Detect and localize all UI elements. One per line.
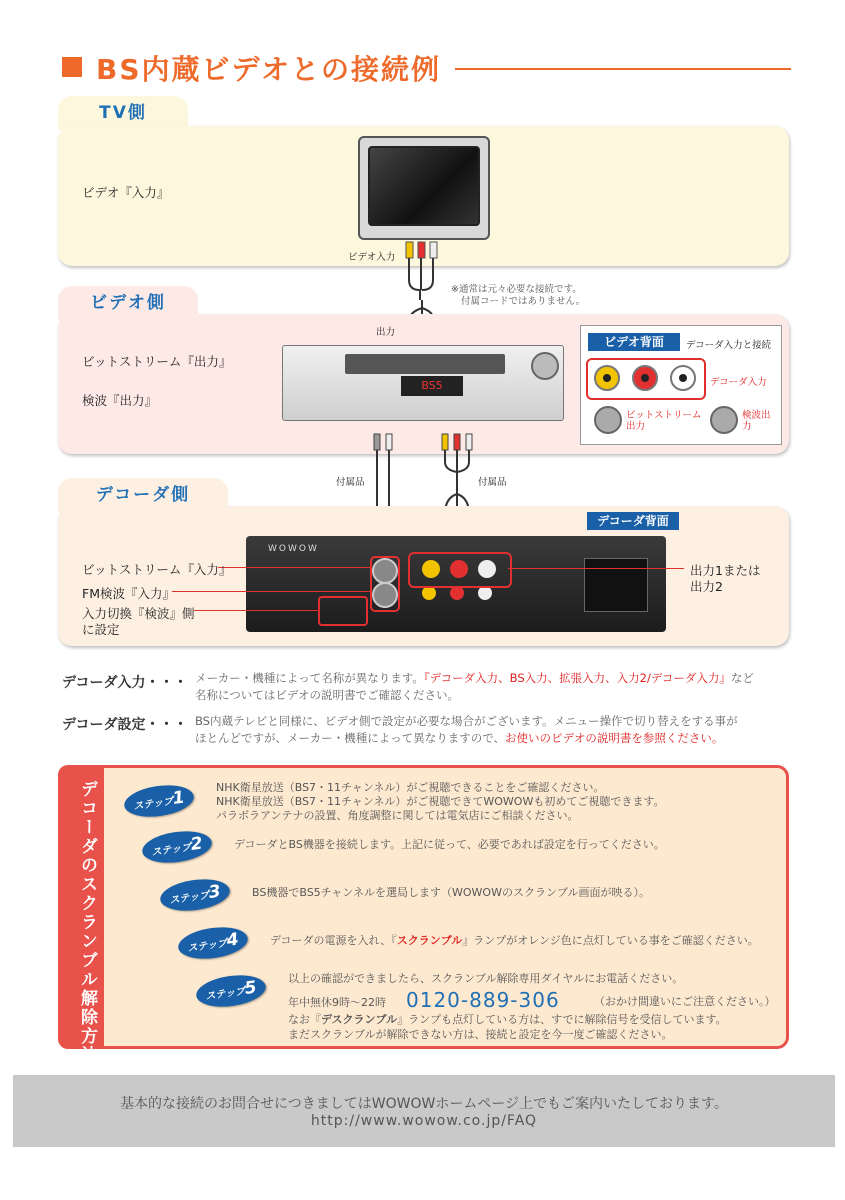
- leader-line: [218, 567, 370, 568]
- notes-setting-heading: デコーダ設定・・・: [62, 717, 188, 733]
- steps-side-title: デコーダのスクランブル解除方法: [77, 780, 97, 1065]
- step1-line2: NHK衛星放送（BS7・11チャンネル）がご視聴できてWOWOWも初めてご視聴できます。: [216, 795, 665, 808]
- video-rear-subtitle: デコーダ入力と接続: [686, 340, 772, 351]
- step5-hours: 年中無休9時～22時: [288, 996, 386, 1009]
- video-bitstream-label: ビットストリーム『出力』: [82, 354, 232, 369]
- video-rear-title: ビデオ背面: [588, 333, 680, 351]
- tv-note-line2: 付属コードではありません。: [461, 296, 586, 307]
- decoder-brand: WOWOW: [268, 544, 319, 554]
- tv-video-input-label: ビデオ『入力』: [82, 185, 170, 200]
- decoder-bitstream-in-label: ビットストリーム『入力』: [82, 562, 232, 577]
- video-detect-out-label: 検波出力: [742, 410, 771, 432]
- title-rule: [455, 68, 791, 70]
- step3-text: BS機器でBS5チャンネルを選局します（WOWOWのスクランブル画面が映る）。: [252, 886, 651, 899]
- decoder-output-line1: 出力1または: [690, 563, 761, 578]
- vcr-display: BS5: [401, 376, 463, 396]
- decoder-switch-highlight: [318, 596, 368, 626]
- video-detect-label: 検波『出力』: [82, 393, 158, 408]
- leader-line: [172, 591, 370, 592]
- tv-icon: [358, 136, 490, 240]
- decoder-tab: デコーダ側: [58, 478, 228, 512]
- page-title: BS内蔵ビデオとの接続例: [96, 53, 441, 86]
- footer-url[interactable]: http://www.wowow.co.jp/FAQ: [310, 1113, 538, 1129]
- video-out-label: 出力: [376, 327, 396, 338]
- title-square-icon: [62, 57, 82, 77]
- decoder-switch-line1: 入力切換『検波』側: [82, 606, 195, 621]
- step5-red-line: なお『デスクランブル』ランプも点灯している方は、すでに解除信号を受信しています。: [288, 1013, 727, 1026]
- video-bitstream-out-label: ビットストリーム出力: [626, 410, 702, 432]
- video-decoder-input-label: デコーダ入力: [710, 377, 767, 388]
- step1-line3: パラボラアンテナの設置、角度調整に関しては電気店にご相談ください。: [216, 809, 579, 822]
- bitstream-out-jack-icon: [594, 406, 622, 434]
- detect-out-jack-icon: [710, 406, 738, 434]
- step3-badge: ステップ3: [158, 875, 231, 914]
- step1-line1: NHK衛星放送（BS7・11チャンネル）がご視聴できることをご確認ください。: [216, 781, 605, 794]
- step5-caution: （おかけ間違いにご注意ください。）: [594, 995, 776, 1008]
- leader-line: [508, 568, 684, 569]
- tv-note-line1: ※通常は元々必要な接続です。: [451, 284, 582, 295]
- step5-line1: 以上の確認ができましたら、スクランブル解除専用ダイヤルにお電話ください。: [288, 972, 684, 985]
- step5-phone: 0120-889-306: [406, 988, 560, 1012]
- notes-input-text: メーカー・機種によって名称が異なります。『デコーダ入力、BS入力、拡張入力、入力2/デコーダ入力』など 名称についてはビデオの説明書でご確認ください。: [195, 671, 754, 702]
- decoder-output-line2: 出力2: [690, 579, 723, 594]
- tv-tab: TV側: [58, 96, 188, 130]
- decoder-input-jacks: [586, 358, 706, 400]
- video-tab: ビデオ側: [58, 286, 198, 320]
- leader-line: [194, 610, 318, 611]
- decoder-rear-title: デコーダ背面: [587, 512, 679, 530]
- step4-badge: ステップ4: [176, 923, 249, 962]
- step5-badge: ステップ5: [194, 971, 267, 1010]
- step1-badge: ステップ1: [122, 781, 195, 820]
- tv-jack-label: ビデオ入力: [348, 252, 396, 263]
- vcr-icon: [282, 345, 564, 421]
- accessory-left-label: 付属品: [336, 477, 365, 488]
- step2-badge: ステップ2: [140, 827, 213, 866]
- decoder-output-highlight: [408, 552, 512, 588]
- decoder-switch-line2: に設定: [82, 622, 120, 637]
- notes-input-heading: デコーダ入力・・・: [62, 675, 188, 691]
- decoder-fm-in-label: FM検波『入力』: [82, 586, 175, 601]
- step4-text: デコーダの電源を入れ、『スクランブル』ランプがオレンジ色に点灯している事をご確認ください。: [270, 934, 759, 947]
- step2-text: デコーダとBS機器を接続します。上記に従って、必要であれば設定を行ってください。: [234, 838, 665, 851]
- footer-line1: 基本的な接続のお問合せにつきましてはWOWOWホームページ上でもご案内いたしております。: [120, 1096, 728, 1112]
- accessory-right-label: 付属品: [478, 477, 507, 488]
- step5-line4: まだスクランブルが解除できない方は、接続と設定を今一度ご確認ください。: [288, 1028, 673, 1041]
- decoder-input-highlight: [370, 556, 400, 612]
- notes-setting-text: BS内蔵テレビと同様に、ビデオ側で設定が必要な場合がございます。メニュー操作で切り替えをする事が ほとんどですが、メーカー・機種によって異なりますので、お使いのビデオの説明書を参照ください。: [195, 714, 738, 745]
